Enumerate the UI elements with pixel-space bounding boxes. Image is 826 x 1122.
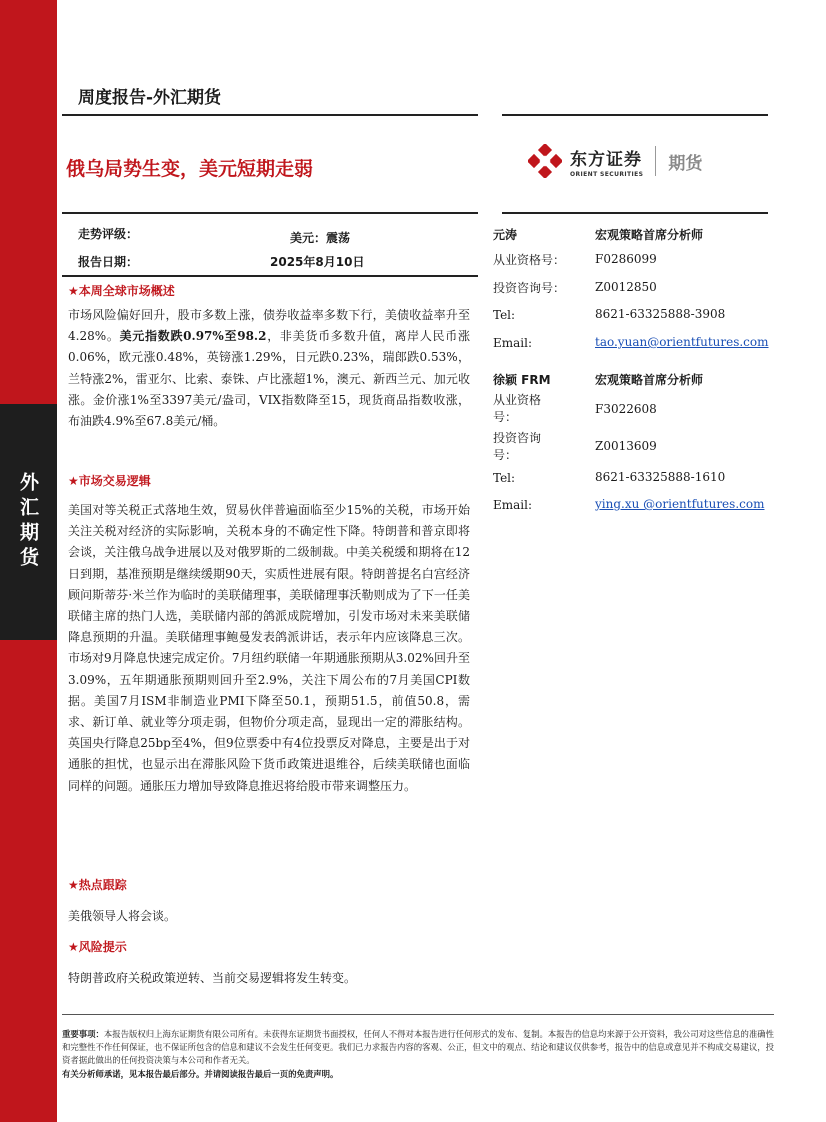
category-tab — [0, 404, 57, 640]
logo-name-cn: 东方证券 — [570, 149, 642, 170]
analyst-1-advisory-label: 投资咨询号： — [493, 281, 566, 295]
analyst-2-advisory-label: 投资咨询号： — [493, 431, 542, 462]
analyst-2-tel-label: Tel: — [493, 471, 516, 485]
meta-rule — [62, 275, 478, 277]
analyst-2-license-label: 从业资格号： — [493, 393, 542, 424]
analyst-1-tel: 8621-63325888-3908 — [595, 307, 726, 321]
trend-value: 美元：震荡 — [290, 231, 351, 245]
hotspot-text: 美俄领导人将会谈。 — [68, 909, 177, 923]
section-rule-left — [62, 212, 478, 214]
market-overview-heading: ★本周全球市场概述 — [68, 284, 175, 298]
analyst-1-name: 元涛 — [493, 228, 518, 242]
analyst-promise-note: 有关分析师承诺，见本报告最后部分。并请阅读报告最后一页的免责声明。 — [62, 1069, 339, 1079]
analyst-1-email-link[interactable]: tao.yuan@orientfutures.com — [595, 335, 769, 349]
section-rule-right — [502, 212, 768, 214]
overview-text-part1: 市场风险偏好回升，股市多数上涨，债券收益率多数下行，美债收益率升至4.28%。 — [68, 308, 470, 344]
analyst-1-license: F0286099 — [595, 252, 657, 266]
hotspot-heading: ★热点跟踪 — [68, 878, 127, 892]
analyst-2-title: 宏观策略首席分析师 — [595, 373, 704, 387]
header-rule-left — [62, 114, 478, 116]
footer-rule — [62, 1014, 774, 1015]
analyst-2-email-link[interactable]: ying.xu @orientfutures.com — [595, 497, 765, 511]
date-label: 报告日期： — [78, 255, 139, 269]
analyst-2-name: 徐颖 FRM — [493, 373, 551, 387]
analyst-2-email-label: Email: — [493, 498, 533, 512]
analyst-1-advisory: Z0012850 — [595, 280, 657, 294]
analyst-2-tel: 8621-63325888-1610 — [595, 470, 726, 484]
header-rule-right — [502, 114, 768, 116]
page-title: 俄乌局势生变，美元短期走弱 — [66, 158, 314, 180]
category-tab-label: 外汇期货 — [17, 472, 39, 572]
trading-logic-heading: ★市场交易逻辑 — [68, 474, 151, 488]
disclaimer-label: 重要事项： — [62, 1029, 104, 1039]
overview-text-highlight: 美元指数跌0.97%至98.2 — [119, 329, 267, 344]
analyst-1-license-label: 从业资格号： — [493, 253, 566, 267]
logo-name-en: ORIENT SECURITIES — [570, 170, 644, 178]
disclaimer — [62, 1028, 774, 1067]
company-logo — [528, 141, 738, 181]
analyst-2-advisory: Z0013609 — [595, 439, 657, 453]
analyst-2-license: F3022608 — [595, 402, 657, 416]
report-date: 2025年8月10日 — [270, 255, 365, 269]
analyst-1-tel-label: Tel: — [493, 308, 516, 322]
logo-divider — [655, 146, 656, 176]
report-type: 周度报告-外汇期货 — [78, 88, 222, 108]
risk-text: 特朗普政府关税政策逆转、当前交易逻辑将发生转变。 — [68, 971, 357, 985]
logo-unit: 期货 — [668, 153, 703, 174]
disclaimer-text: 本报告版权归上海东证期货有限公司所有。未获得东证期货书面授权，任何人不得对本报告进行任何形式的发布、复制。本报告的信息均来源于公开资料，我公司对这些信息的准确性和完整性不作任何保证，也不保证所包含的信息和建议不会发生任何变更。我们已力求报告内容的客观、公正，但文中的观点、结论和建议仅供参考，报告中的信息或意见并不构成交易建议，投资者据此做出的任何投资决策与本公司和作者无关。 — [62, 1029, 775, 1065]
orient-logo-icon — [528, 144, 562, 178]
risk-heading: ★风险提示 — [68, 940, 127, 954]
analyst-1-email-label: Email: — [493, 336, 533, 350]
overview-text-part2: ，非美货币多数升值，离岸人民币涨0.06%，欧元涨0.48%，英镑涨1.29%，日元跌0.23%，瑞郎跌0.53%，兰特涨2%，雷亚尔、比索、泰铢、卢比涨超1%，澳元、新西兰元、加元收涨。金价涨1%至3397美元/盎司，VIX指数降至15，现货商品指数收涨，布油跌4.9%至67.8美元/桶。 — [68, 329, 470, 429]
trend-label: 走势评级： — [78, 227, 139, 241]
market-overview-text — [68, 305, 470, 432]
analyst-1-title: 宏观策略首席分析师 — [595, 228, 704, 242]
trading-logic-text: 美国对等关税正式落地生效，贸易伙伴普遍面临至少15%的关税，市场开始关注关税对经济的实际影响，关税本身的不确定性下降。特朗普和普京即将会谈，关注俄乌战争进展以及对俄罗斯的二级制裁。中美关税缓和期将在12日到期，基准预期是继续缓期90天，实质性进展有限。特朗普提名白宫经济顾问斯蒂芬·米兰作为临时的美联储理事，美联储理事沃勒则成为了下一任美联储主席的热门人选，美联储内部的鸽派成院增加，引发市场对未来美联储降息预期的升温。美联储理事鲍曼发表鸽派讲话，表示年内应该降息三次。市场对9月降息快速完成定价。7月纽约联储一年期通胀预期从3.02%回升至3.09%，五年期通胀预期则回升至2.9%，关注下周公布的7月美国CPI数据。美国7月ISM非制造业PMI下降至50.1，预期51.5，前值50.8，需求、新订单、就业等分项走弱，但物价分项走高，显现出一定的滞胀结构。英国央行降息25bp至4%，但9位票委中有4位投票反对降息，主要是出于对通胀的担忧，也显示出在滞胀风险下货币政策进退维谷，后续美联储也面临同样的问题。通胀压力增加导致降息推迟将给股市带来调整压力。 — [68, 503, 470, 793]
